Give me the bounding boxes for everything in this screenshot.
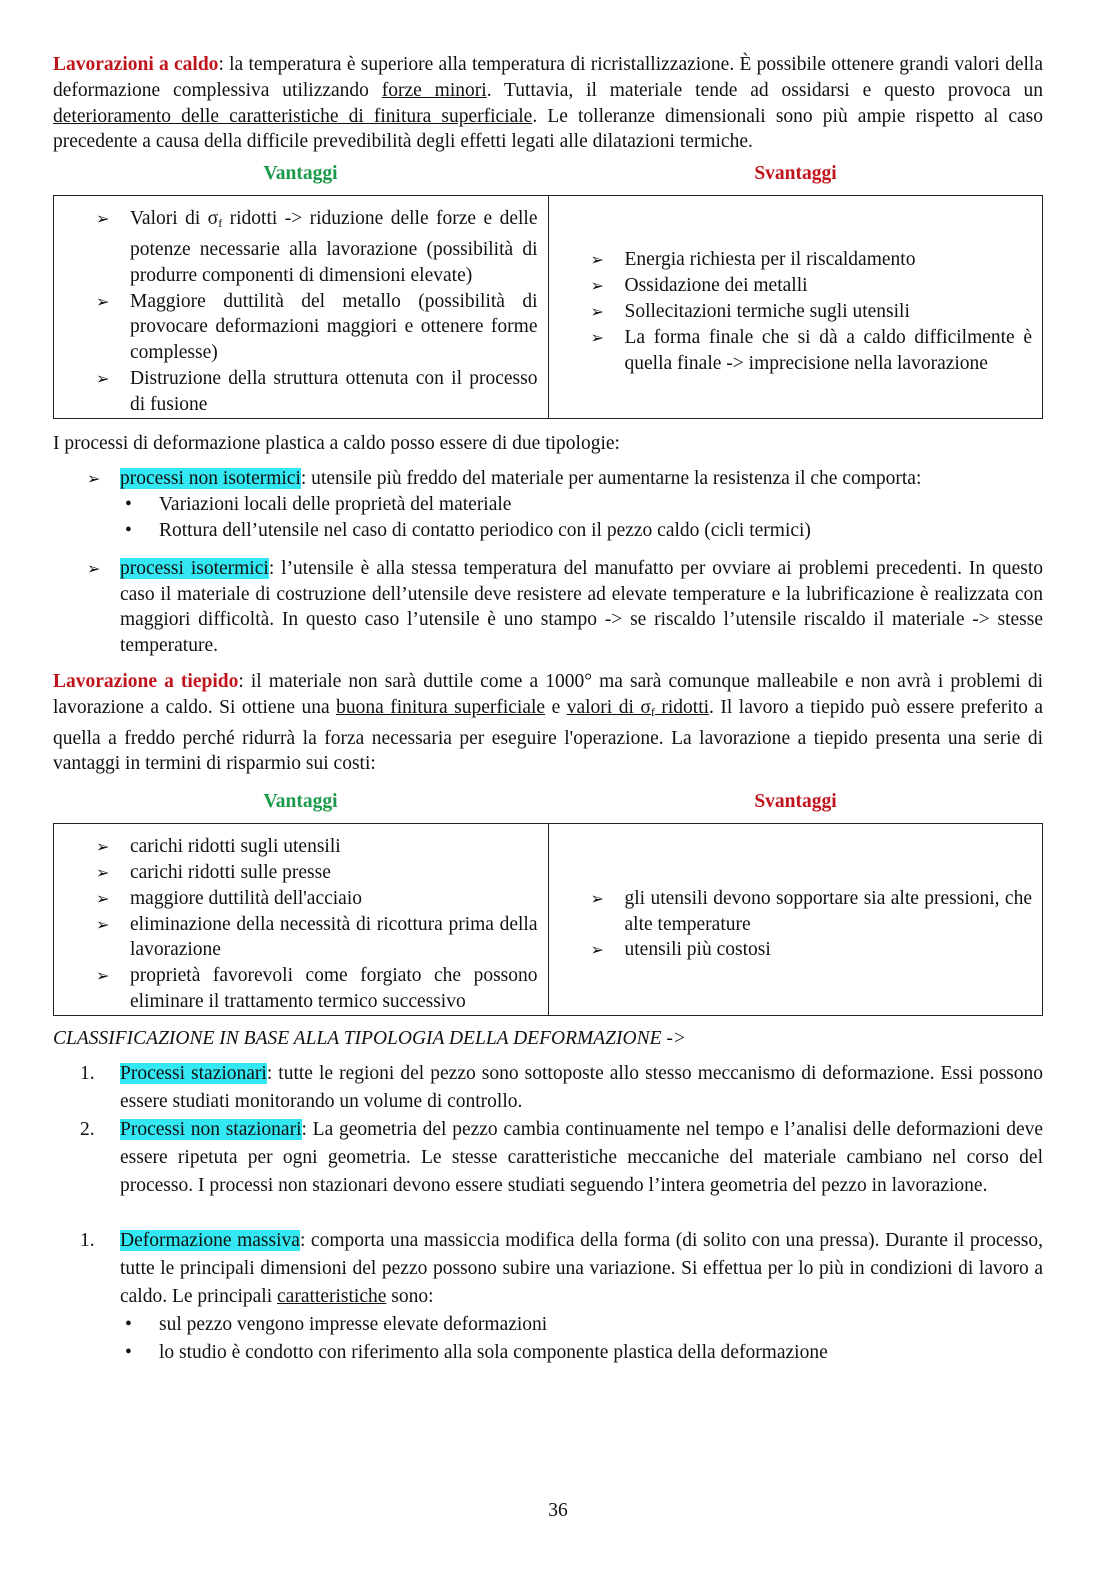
arrow-bullet-icon: ➢ — [87, 469, 101, 489]
term-non-stazionari: Processi non stazionari — [120, 1118, 302, 1140]
list-item: • lo studio è condotto con riferimento alla sola componente plastica della deformazione — [119, 1339, 1043, 1367]
paragraph-tipologie: I processi di deformazione plastica a caldo posso essere di due tipologie: — [53, 432, 620, 454]
text: : utensile più freddo del materiale per aumentarne la resistenza il che comporta: — [300, 468, 922, 490]
item-stazionari — [53, 1060, 1043, 1116]
text: : tutte le regioni del pezzo sono sottoposte allo stesso meccanismo di deformazione. Essi possono essere studiati monitorando un volume di controllo. — [120, 1062, 1043, 1112]
svantaggi-heading: Svantaggi — [754, 163, 837, 185]
list-item: ➢ Valori di $\sigma_f$ ridotti -> riduzione delle forze e delle potenze necessarie alla lavorazione (possibilità di produrre componenti di dimensioni elevate) — [94, 206, 538, 288]
document-page — [53, 52, 1043, 1367]
list-item: ➢ Distruzione della struttura ottenuta con il processo di fusione — [94, 366, 538, 418]
text: : La geometria del pezzo cambia continuamente nel tempo e l’analisi delle deformazioni deve essere ripetuta per ogni geometria. Le stesse caratteristiche meccaniche del materiale cambiano nel corso del processo. I processi non stazionari devono essere studiati seguendo l’intera geometria del pezzo in lavorazione. — [120, 1118, 1043, 1196]
table1-headers — [53, 157, 1043, 191]
page-number: 36 — [548, 1500, 568, 1521]
list-item: ➢ gli utensili devono sopportare sia alte pressioni, che alte temperature — [589, 886, 1033, 938]
list-item: ➢ maggiore duttilità dell'acciaio — [94, 886, 538, 912]
list-item: ➢ proprietà favorevoli come forgiato che possono eliminare il trattamento termico successivo — [94, 963, 538, 1015]
term-stazionari: Processi stazionari — [120, 1062, 267, 1084]
paragraph-lavorazione-tiepido: Lavorazione a tiepido: il materiale non sarà duttile come a 1000° ma sarà comunque malleabile e non avrà i problemi di lavorazione a caldo. Si ottiene una buona finitura superficiale e valori di $\sigma_f$ ridotti. Il lavoro a tiepido può essere preferito a quella a freddo perché ridurrà la forza necessaria per eseguire l'operazione. La lavorazione a tiepido presenta una serie di vantaggi in termini di risparmio sui costi: — [53, 670, 1044, 775]
item-number: 1. — [80, 1229, 95, 1251]
list-item: ➢ eliminazione della necessità di ricottura prima della lavorazione — [94, 912, 538, 964]
term-deformazione-massiva: Deformazione massiva — [120, 1229, 300, 1251]
text: . Le tolleranze dimensionali sono più ampie rispetto al caso precedente a causa della difficile prevedibilità degli effetti legati alle dilatazioni termiche. — [53, 105, 1043, 153]
vantaggi-cell — [54, 824, 549, 1016]
text: . Tuttavia, il materiale tende ad ossidarsi e questo provoca un — [486, 79, 1044, 101]
non-isotermici-list — [53, 492, 1043, 544]
non-isotermici-block — [53, 466, 1043, 492]
term-non-isotermici: processi non isotermici — [120, 468, 301, 490]
table-caldo — [53, 195, 1043, 418]
svantaggi-cell — [548, 196, 1043, 418]
underlined-text: deterioramento delle caratteristiche di finitura superficiale — [53, 105, 533, 127]
list-item: ➢ carichi ridotti sugli utensili — [94, 834, 538, 860]
table-tiepido — [53, 823, 1043, 1016]
vantaggi-cell — [54, 196, 549, 418]
vantaggi-heading: Vantaggi — [263, 163, 338, 185]
list-item: • sul pezzo vengono impresse elevate deformazioni — [119, 1311, 1043, 1339]
term-isotermici: processi isotermici — [120, 557, 269, 579]
list-item: • Rottura dell’utensile nel caso di contatto periodico con il pezzo caldo (cicli termici) — [119, 518, 1043, 544]
underlined-text: forze minori — [381, 79, 487, 101]
list-item: ➢ utensili più costosi — [589, 937, 1033, 963]
classification-heading: CLASSIFICAZIONE IN BASE ALLA TIPOLOGIA DELLA DEFORMAZIONE -> — [53, 1027, 687, 1049]
text: : la temperatura è superiore alla temperatura di ricristallizzazione. È possibile ottenere grandi valori della deformazione complessiva utilizzando — [53, 54, 1043, 101]
svantaggi-heading: Svantaggi — [754, 791, 837, 813]
list-item: ➢ Energia richiesta per il riscaldamento — [589, 247, 1033, 273]
item-non-stazionari — [53, 1116, 1043, 1200]
list-item: ➢ La forma finale che si dà a caldo difficilmente è quella finale -> imprecisione nella lavorazione — [589, 325, 1033, 377]
list-item: ➢ Sollecitazioni termiche sugli utensili — [589, 299, 1033, 325]
table2-headers — [53, 785, 1043, 819]
arrow-bullet-icon: ➢ — [87, 558, 101, 578]
svantaggi-cell — [548, 824, 1043, 1016]
item-deformazione-massiva: 1. Deformazione massiva: comporta una massiccia modifica della forma (di solito con una pressa). Durante il processo, tutte le principali dimensioni del pezzo possono subire una variazione. Si effettua per lo più in condizioni di lavoro a caldo. Le principali caratteristiche sono: — [53, 1227, 1043, 1311]
term-lavorazione-tiepido: Lavorazione a tiepido — [53, 670, 239, 692]
vantaggi-heading: Vantaggi — [263, 791, 338, 813]
massiva-list — [53, 1311, 1043, 1367]
term-lavorazioni-caldo: Lavorazioni a caldo — [53, 54, 219, 75]
item-number: 2. — [80, 1118, 95, 1140]
isotermici-block — [53, 556, 1043, 659]
list-item: ➢ Ossidazione dei metalli — [589, 273, 1033, 299]
text: : l’utensile è alla stessa temperatura del manufatto per ovviare ai problemi precedenti. In questo caso il materiale di costruzione dell’utensile deve resistere ad elevate temperature e la lubrificazione è realizzata con maggiori difficoltà. In questo caso l’utensile è uno stampo -> se riscaldo l’utensile riscaldo il materiale -> stesse temperature. — [120, 557, 1043, 657]
list-item: • Variazioni locali delle proprietà del materiale — [119, 492, 1043, 518]
paragraph-lavorazioni-caldo — [53, 52, 1043, 155]
item-number: 1. — [80, 1062, 95, 1084]
list-item: ➢ carichi ridotti sulle presse — [94, 860, 538, 886]
list-item: ➢ Maggiore duttilità del metallo (possibilità di provocare deformazioni maggiori e ottenere forme complesse) — [94, 289, 538, 366]
